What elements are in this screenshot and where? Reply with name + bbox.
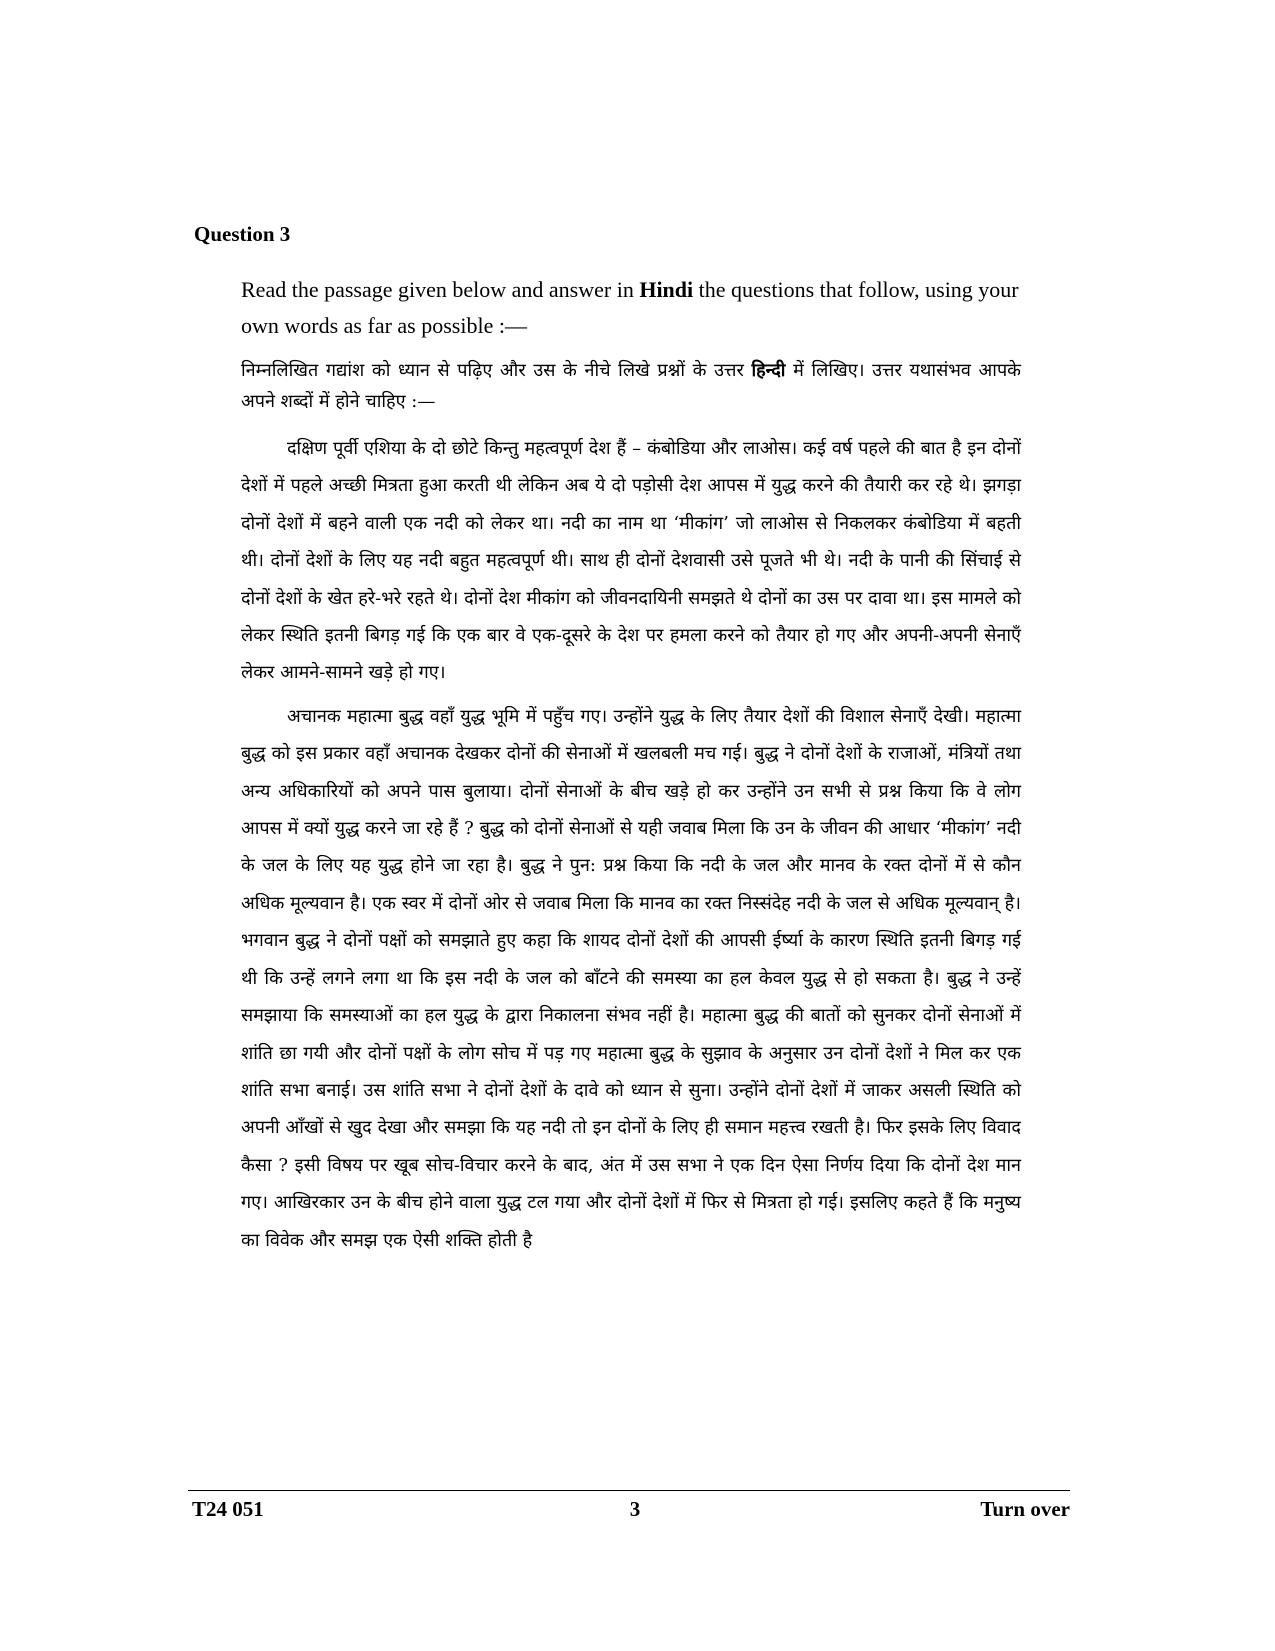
instruction-hindi [241, 355, 1021, 417]
question-title: Question 3 [194, 222, 291, 246]
paper-code: T24 051 [192, 1497, 264, 1521]
instruction-english-bold: Hindi [639, 277, 694, 302]
instruction-english-text-end: the questions that follow, using your own words as far as possible :— [241, 277, 1019, 338]
instruction-english-text: Read the passage given below and answer in [241, 277, 640, 302]
passage [241, 430, 1021, 1265]
instruction-english [241, 272, 1021, 344]
footer-divider [188, 1490, 1070, 1491]
instruction-hindi-text-end: में लिखिए। उत्तर यथासंभव आपके अपने शब्दों में होने चाहिए :— [241, 360, 1021, 412]
instruction-hindi-text: निम्नलिखित गद्यांश को ध्यान से पढ़िए और उस के नीचे लिखे प्रश्नों के उत्तर [241, 360, 752, 381]
passage-paragraph-2: अचानक महात्मा बुद्ध वहाँ युद्ध भूमि में पहुँच गए। उन्होंने युद्ध के लिए तैयार देशों की विशाल सेनाएँ देखी। महात्मा बुद्ध को इस प्रकार वहाँ अचानक देखकर दोनों की सेनाओं में खलबली मच गई। बुद्ध ने दोनों देशों के राजाओं, मंत्रियों तथा अन्य अधिकारियों को अपने पास बुलाया। दोनों सेनाओं के बीच खड़े हो कर उन्होंने उन सभी से प्रश्न किया कि वे लोग आपस में क्यों युद्ध करने जा रहे हैं ? बुद्ध को दोनों सेनाओं से यही जवाब मिला कि उन के जीवन की आधार ‘मीकांग’ नदी के जल के लिए यह युद्ध होने जा रहा है। बुद्ध ने पुन: प्रश्न किया कि नदी के जल और मानव के रक्त दोनों में से कौन अधिक मूल्यवान है। एक स्वर में दोनों ओर से जवाब मिला कि मानव का रक्त निस्संदेह नदी के जल से अधिक मूल्यवान् है। भगवान बुद्ध ने दोनों पक्षों को समझाते हुए कहा कि शायद दोनों देशों की आपसी ईर्ष्या के कारण स्थिति इतनी बिगड़ गई थी कि उन्हें लगने लगा था कि इस नदी के जल को बाँटने की समस्या का हल केवल युद्ध से हो सकता है। बुद्ध ने उन्हें समझाया कि समस्याओं का हल युद्ध के द्वारा निकालना संभव नहीं है। महात्मा बुद्ध की बातों को सुनकर दोनों सेनाओं में शांति छा गयी और दोनों पक्षों के लोग सोच में पड़ गए महात्मा बुद्ध के सुझाव के अनुसार उन दोनों देशों ने मिल कर एक शांति सभा बनाई। उस शांति सभा ने दोनों देशों के दावे को ध्यान से सुना। उन्होंने दोनों देशों में जाकर असली स्थिति को अपनी आँखों से खुद देखा और समझा कि यह नदी तो इन दोनों के लिए ही समान महत्त्व रखती है। फिर इसके लिए विवाद कैसा ? इसी विषय पर खूब सोच-विचार करने के बाद, अंत में उस सभा ने एक दिन ऐसा निर्णय दिया कि दोनों देश मान गए। आखिरकार उन के बीच होने वाला युद्ध टल गया और दोनों देशों में फिर से मित्रता हो गई। इसलिए कहते हैं कि मनुष्य का विवेक और समझ एक ऐसी शक्ति होती है [241, 705, 1021, 1251]
instruction-hindi-bold: हिन्दी [751, 360, 786, 381]
page-number: 3 [629, 1497, 641, 1521]
passage-paragraph-1: दक्षिण पूर्वी एशिया के दो छोटे किन्तु महत्वपूर्ण देश हैं – कंबोडिया और लाओस। कई वर्ष पहले की बात है इन दोनों देशों में पहले अच्छी मित्रता हुआ करती थी लेकिन अब ये दो पड़ोसी देश आपस में युद्ध करने की तैयारी कर रहे थे। झगड़ा दोनों देशों में बहने वाली एक नदी को लेकर था। नदी का नाम था ‘मीकांग’ जो लाओस से निकलकर कंबोडिया में बहती थी। दोनों देशों के लिए यह नदी बहुत महत्वपूर्ण थी। साथ ही दोनों देशवासी उसे पूजते भी थे। नदी के पानी की सिंचाई से दोनों देशों के खेत हरे-भरे रहते थे। दोनों देश मीकांग को जीवनदायिनी समझते थे दोनों का उस पर दावा था। इस मामले को लेकर स्थिति इतनी बिगड़ गई कि एक बार वे एक-दूसरे के देश पर हमला करने को तैयार हो गए और अपनी-अपनी सेनाएँ लेकर आमने-सामने खड़े हो गए। [241, 438, 1021, 684]
turn-over-label: Turn over [980, 1497, 1070, 1521]
